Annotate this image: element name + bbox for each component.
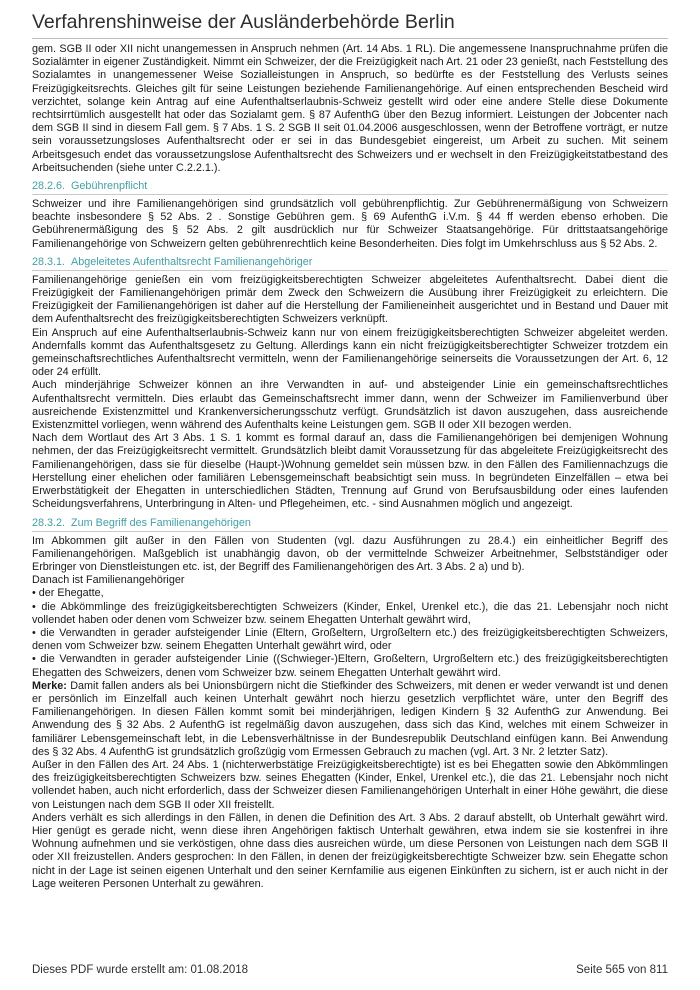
page-header	[32, 8, 668, 39]
section-heading-28-3-2	[32, 517, 668, 532]
footer-created-date: Dieses PDF wurde erstellt am: 01.08.2018	[32, 964, 249, 976]
paragraph: Im Abkommen gilt außer in den Fällen von Studenten (vgl. dazu Ausführungen zu 28.4.) ein einheitlicher Begriff des Familienangehörigen. Maßgeblich ist unabhängig davon, ob der vermittelnde Schweizer Arbeitnehmer, Selbstständiger oder Erbringer von Dienstleistungen etc. ist, der Begriff des Familienangehörigen des Art. 3 Abs. 2 a) und b).	[32, 534, 668, 573]
section-number: 28.3.2.	[32, 516, 66, 529]
page-footer	[32, 964, 668, 980]
document-body	[32, 43, 668, 891]
paragraph: Außer in den Fällen des Art. 24 Abs. 1 (nichterwerbstätige Freizügigkeitsberechtigte) ist es bei Ehegatten sowie den Abkömmlingen des freizügigkeitsberechtigten Schweizers bzw. seines Ehegatten (Kinder, Enkel, Urenkel etc.), die das 21. Lebensjahr noch nicht vollendet haben, auch nicht erforderlich, dass der Schweizer diesen Familienangehörigen Unterhalt in einer Höhe gewährt, die diese von Leistungen nach dem SGB II oder XII freistellt.	[32, 758, 668, 811]
paragraph: Auch minderjährige Schweizer können an ihre Verwandten in auf- und absteigender Linie ein gemeinschaftsrechtliches Aufenthaltsrecht vermitteln. Dies erlaubt das Gemeinschaftsrecht immer dann, wenn der Schweizer im Familienverbund über ausreichende Existenzmittel und Krankenversicherungsschutz verfügt. Grundsätzlich ist davon auszugehen, dass ausreichende Existenzmittel vorliegen, wenn während des Aufenthalts keine Leistungen gem. SGB II oder XII bezogen werden.	[32, 379, 668, 432]
note-paragraph	[32, 680, 668, 759]
list-item: • der Ehegatte,	[32, 587, 104, 600]
section-heading-28-3-1	[32, 256, 668, 271]
list-item: • die Verwandten in gerader aufsteigender Linie ((Schwieger-)Eltern, Großeltern, Urgroßeltern etc.) des freizügigkeitsberechtigten Ehegatten des Schweizers, denen vom Schweizer bzw. seinem Ehegatten Unterhalt gewährt wird.	[32, 653, 668, 679]
paragraph: Anders verhält es sich allerdings in den Fällen, in denen die Definition des Art. 3 Abs. 2 darauf abstellt, ob Unterhalt gewährt wird. Hier genügt es gerade nicht, wenn diese ihren Angehörigen faktisch Unterhalt gewähren, etwa indem sie sie kostenfrei in ihre Wohnung aufnehmen und sie verköstigen, ohne dass dies ausreichen würde, um diese Personen von Leistungen nach dem SGB II oder XII freizustellen. Anders gesprochen: In den Fällen, in denen der freizügigkeitsberechtigte Schweizer bzw. sein Ehegatte schon nicht in der Lage ist seinen eigenen Unterhalt und den seiner Kernfamilie aus eigenen Einkünften zu sichern, ist er auch nicht in der Lage weiteren Personen Unterhalt zu gewähren.	[32, 811, 668, 890]
section-heading-28-2-6	[32, 180, 668, 195]
paragraph: Ein Anspruch auf eine Aufenthaltserlaubnis-Schweiz kann nur von einem freizügigkeitsberechtigten Schweizer abgeleitet werden. Andernfalls kommt das Aufenthaltsgesetz zu Geltung. Allerdings kann ein nicht freizügigkeitsberechtigter Schweizer trotzdem ein gemeinschaftsrechtliches Aufenthaltsrecht vermitteln, wenn der Familienangehörige seinerseits die Voraussetzungen der Art. 6, 12 oder 24 erfüllt.	[32, 326, 668, 379]
section-number: 28.3.1.	[32, 255, 66, 268]
section-title: Abgeleitetes Aufenthaltsrecht Familienangehöriger	[71, 255, 313, 268]
list-item: • die Verwandten in gerader aufsteigender Linie (Eltern, Großeltern, Urgroßeltern etc.) des freizügigkeitsberechtigten Schweizers, denen vom Schweizer bzw. seinem Ehegatten Unterhalt gewährt wird, oder	[32, 626, 668, 653]
paragraph: Danach ist Familienangehöriger	[32, 574, 185, 587]
paragraph: Familienangehörige genießen ein vom freizügigkeitsberechtigten Schweizer abgeleitetes Aufenthaltsrecht. Dabei dient die Freizügigkeit der Familienangehörigen primär dem Zweck den Schweizern die Ausübung ihrer Freizügigkeit zu erleichtern. Die Freizügigkeit der Familienangehörigen ist daher auf die Herstellung der Familieneinheit ausgerichtet und in Bestand und Dauer mit dem Aufenthaltsrecht des freizügigkeitsberechtigten Schweizers verknüpft.	[32, 273, 668, 326]
page-title: Verfahrenshinweise der Ausländerbehörde Berlin	[32, 11, 455, 33]
note-label: Merke:	[32, 679, 67, 692]
intro-paragraph: gem. SGB II oder XII nicht unangemessen in Anspruch nehmen (Art. 14 Abs. 1 RL). Die angemessene Inanspruchnahme prüfen die Sozialämter in eigener Zuständigkeit. Nimmt ein Schweizer, der die Freizügigkeit nach Art. 21 oder 23 genießt, nach Feststellung des Sozialamtes in unangemessener Weise Sozialleistungen in Anspruch, so bedürfte es der Feststellung des Verlusts seines Freizügigkeitsrechts. Gleiches gilt für seine Leistungen beziehende Familienangehörige. Auf einen entsprechenden Bescheid wird verzichtet, solange kein Antrag auf eine Aufenthaltserlaubnis-Schweiz gestellt wird oder eine andere Stelle diese Dokumente rechtsirrtümlich ausgestellt hat oder das Sozialamt gem. § 87 AufenthG über den Bezug informiert. Leistungen der Jobcenter nach dem SGB II sind in diesem Fall gem. § 7 Abs. 1 S. 2 SGB II seit 01.04.2006 ausgeschlossen, wenn der Betroffene vorträgt, er nutze sein voraussetzungsloses Aufenthaltsrecht oder er sei in das Bundesgebiet eingereist, um Arbeit zu suchen. Mit seinem Arbeitsgesuch endet das voraussetzungslose Aufenthaltsrecht des Schweizers und er wechselt in den Freizügigkeitstatbestand des Arbeitsuchenden (siehe unter C.2.2.1.).	[32, 43, 668, 174]
list-item: • die Abkömmlinge des freizügigkeitsberechtigten Schweizers (Kinder, Enkel, Urenkel etc.), die das 21. Lebensjahr noch nicht vollendet haben oder denen vom Schweizer bzw. seinem Ehegatten Unterhalt gewährt wird,	[32, 600, 668, 626]
section-title: Zum Begriff des Familienangehörigen	[71, 516, 251, 529]
note-text: Damit fallen anders als bei Unionsbürgern nicht die Stiefkinder des Schweizers, mit denen er weder verwandt ist und denen er persönlich im Einzelfall auch keinen Unterhalt gewährt noch hierzu gesetzlich verpflichtet wäre, unter den Begriff des Familienangehörigen. In diesen Fällen kommt somit bei minderjährigen, ledigen Kindern § 32 AufenthG zur Anwendung. Bei Anwendung des § 32 Abs. 2 AufenthG ist regelmäßig davon auszugehen, dass sich das Kind, welches mit einem Schweizer in familiärer Lebensgemeinschaft lebt, in die Lebensverhältnisse in der Bundesrepublik Deutschland einfügen kann. Bei Anwendung des § 32 Abs. 4 AufenthG ist grundsätzlich großzügig vom Ermessen Gebrauch zu machen (vgl. Art. 3 Nr. 2 letzter Satz).	[32, 679, 668, 758]
paragraph: Nach dem Wortlaut des Art 3 Abs. 1 S. 1 kommt es formal darauf an, dass die Familienangehörigen bei demjenigen Wohnung nehmen, der das Freizügigkeitsrecht vermittelt. Grundsätzlich bleibt damit Voraussetzung für das abgeleitete Freizügigkeitsrecht des Familienangehörigen, dass sie für dieselbe (Haupt-)Wohnung gemeldet sein müssen bzw. in den Fällen des Familiennachzugs die Herstellung einer ehelichen oder familiären Lebensgemeinschaft beabsichtigt sein muss. In begründeten Einzelfällen – etwa bei Erwerbstätigkeit der Ehegatten in unterschiedlichen Städten, Trennung auf Grund von Berufsausbildung oder eines laufenden Scheidungsverfahrens, Unterbringung in Alten- und Pflegeheimen, etc. - sind Ausnahmen möglich und angezeigt.	[32, 432, 668, 511]
page-number: Seite 565 von 811	[576, 964, 668, 976]
section-number: 28.2.6.	[32, 180, 66, 193]
section-title: Gebührenpflicht	[71, 180, 148, 193]
paragraph: Schweizer und ihre Familienangehörigen sind grundsätzlich voll gebührenpflichtig. Zur Gebührenermäßigung von Schweizern beachte insbesondere § 52 Abs. 2 . Sonstige Gebühren gem. § 69 AufenthG i.V.m. § 44 ff werden ebenso erhoben. Die Gebührenermäßigung des § 52 Abs. 2 gilt ausdrücklich nur für Schweizer Staatsangehörige. Für drittstaatsangehörige Familienangehörige von Schweizern gelten gebührenrechtlich keine Besonderheiten. Dies folgt im Umkehrschluss aus § 52 Abs. 2.	[32, 198, 668, 250]
